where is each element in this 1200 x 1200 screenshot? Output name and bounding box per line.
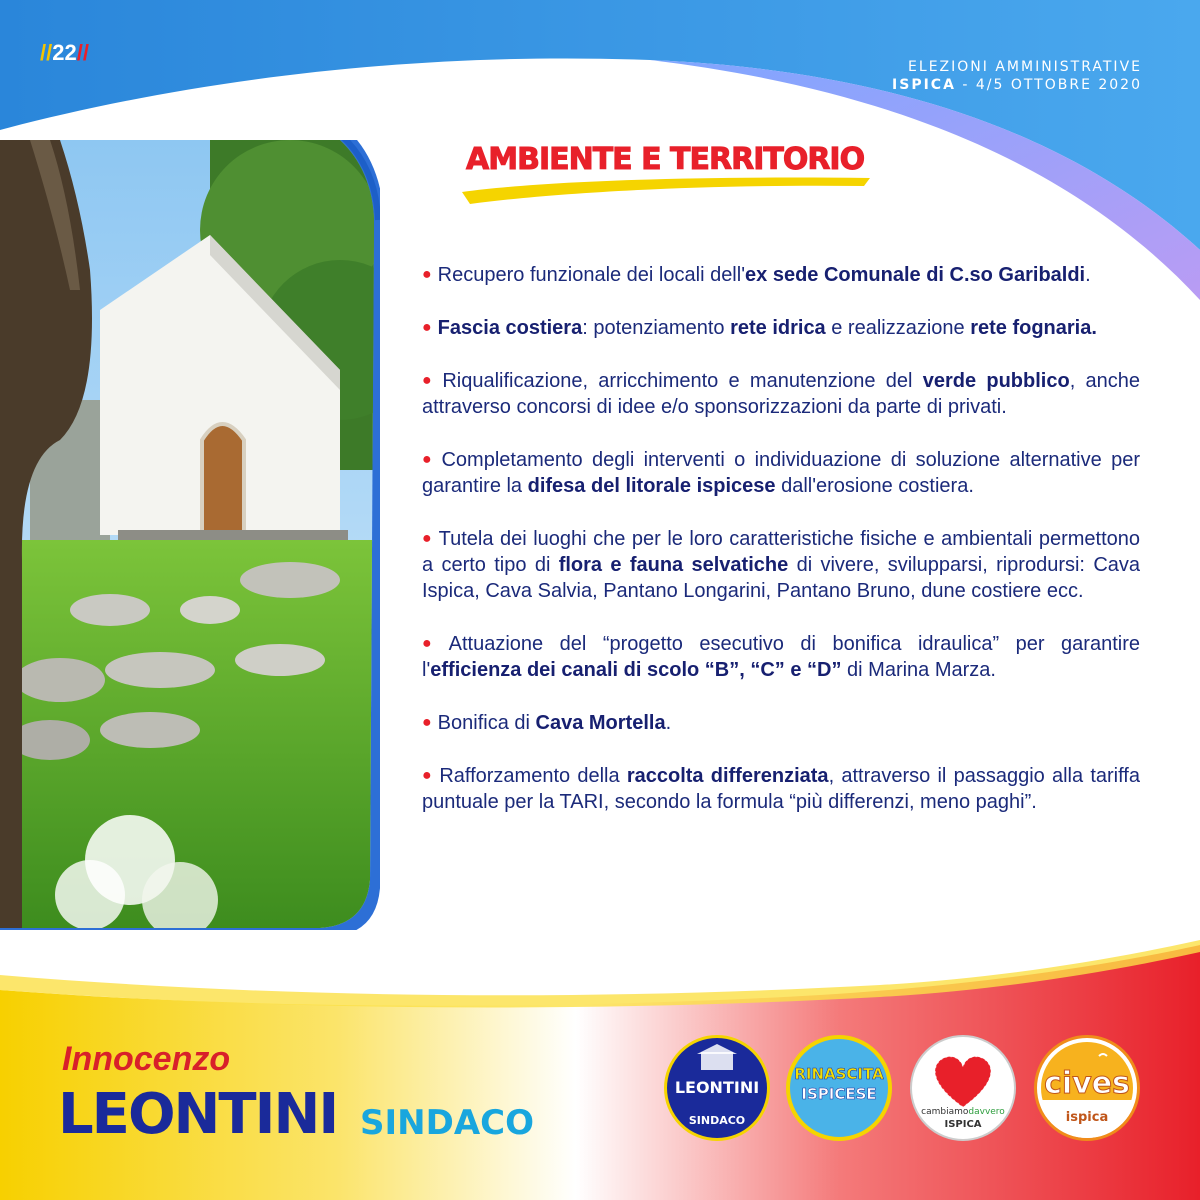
election-line2 [892, 76, 1142, 94]
item-highlight: flora e fauna selvatiche [558, 554, 789, 576]
bullet-icon: ● [422, 319, 432, 336]
program-item [422, 631, 1140, 683]
item-highlight: difesa del litorale ispicese [527, 475, 776, 497]
logo-leontini-name: LEONTINI [674, 1078, 760, 1097]
program-item [422, 763, 1140, 815]
bullet-icon: ● [422, 635, 443, 652]
logo-leontini [664, 1035, 770, 1141]
item-text: . [665, 712, 672, 734]
item-highlight: verde pubblico [922, 370, 1070, 392]
item-highlight: Cava Mortella [535, 712, 666, 734]
logo-cives [1034, 1035, 1140, 1141]
item-highlight: Fascia costiera [437, 317, 583, 339]
logo-cambiamo-word: cambiamo [921, 1107, 969, 1117]
section-title-block [460, 140, 880, 210]
logo-leontini-sub: SINDACO [688, 1114, 746, 1127]
section-title: AMBIENTE E TERRITORIO [466, 142, 865, 177]
election-line1: ELEZIONI AMMINISTRATIVE [908, 59, 1142, 75]
logo-rinascita [786, 1035, 892, 1141]
logo-cives-name: cives [1044, 1066, 1130, 1101]
item-text: : potenziamento [582, 317, 731, 339]
bullet-icon: ● [422, 266, 432, 283]
item-text: Tutela dei luoghi che per le loro caratteristiche fisiche e ambientali permettono a certo tipo di [422, 528, 1140, 576]
item-highlight: efficienza dei canali di scolo “B”, “C” e “D” [430, 659, 842, 681]
item-text: Bonifica di [437, 712, 536, 734]
logo-cambiamo [910, 1035, 1016, 1141]
slashes-left: // [40, 40, 53, 65]
program-item [422, 447, 1140, 499]
item-text: Recupero funzionale dei locali dell' [437, 264, 746, 286]
item-text: di Marina Marza. [841, 659, 996, 681]
page-number [40, 40, 89, 66]
item-highlight: raccolta differenziata [626, 765, 829, 787]
program-item [422, 710, 1140, 736]
logo-cambiamo-text [912, 1107, 1014, 1117]
logo-rinascita-line1: RINASCITA [794, 1065, 884, 1083]
candidate-role: SINDACO [360, 1103, 534, 1143]
item-text: , anche attraverso concorsi di idee e/o sponsorizzazioni da parte di privati. [422, 370, 1141, 418]
item-highlight: rete idrica [730, 317, 826, 339]
item-text: e realizzazione [825, 317, 971, 339]
candidate-last-name: LEONTINI [58, 1082, 338, 1147]
bullet-icon: ● [422, 767, 434, 784]
item-text: dall'erosione costiera. [775, 475, 974, 497]
bullet-icon: ● [422, 372, 437, 389]
item-text: Riqualificazione, arricchimento e manutenzione del [442, 370, 923, 392]
candidate-first-name: Innocenzo [62, 1040, 231, 1078]
bullet-icon: ● [422, 451, 436, 468]
item-text: . [1085, 264, 1091, 286]
program-item [422, 315, 1140, 341]
program-item [422, 368, 1140, 420]
election-date: - 4/5 OTTOBRE 2020 [955, 77, 1142, 93]
logo-cambiamo-davvero: davvero [968, 1107, 1005, 1117]
program-item [422, 526, 1140, 604]
election-info [892, 58, 1142, 94]
slashes-right: // [76, 40, 89, 65]
item-highlight: rete fognaria. [970, 317, 1097, 339]
church-photo [0, 140, 380, 930]
program-list [422, 262, 1140, 842]
bullet-icon: ● [422, 714, 432, 731]
logo-rinascita-line2: ISPICESE [801, 1085, 877, 1103]
bullet-icon: ● [422, 530, 433, 547]
item-text: , attraverso il passaggio alla tariffa puntuale per la TARI, secondo la formula “più differenzi, meno paghi”. [422, 765, 1140, 813]
item-text: di vivere, svilupparsi, riprodursi: Cava Ispica, Cava Salvia, Pantano Longarini, Pantano Bruno, dune costiere ecc. [422, 554, 1141, 602]
item-text: Attuazione del “progetto esecutivo di bonifica idraulica” per garantire l' [422, 633, 1140, 681]
program-item [422, 262, 1140, 288]
item-text: Completamento degli interventi o individuazione di soluzione alternative per garantire la [422, 449, 1140, 497]
page-number-value: 22 [52, 40, 77, 65]
item-text: Rafforzamento della [439, 765, 627, 787]
election-town: ISPICA [892, 77, 956, 93]
item-highlight: ex sede Comunale di C.so Garibaldi [745, 264, 1086, 286]
logo-cives-town: ispica [1065, 1110, 1109, 1125]
logo-cambiamo-town: ISPICA [944, 1119, 982, 1130]
